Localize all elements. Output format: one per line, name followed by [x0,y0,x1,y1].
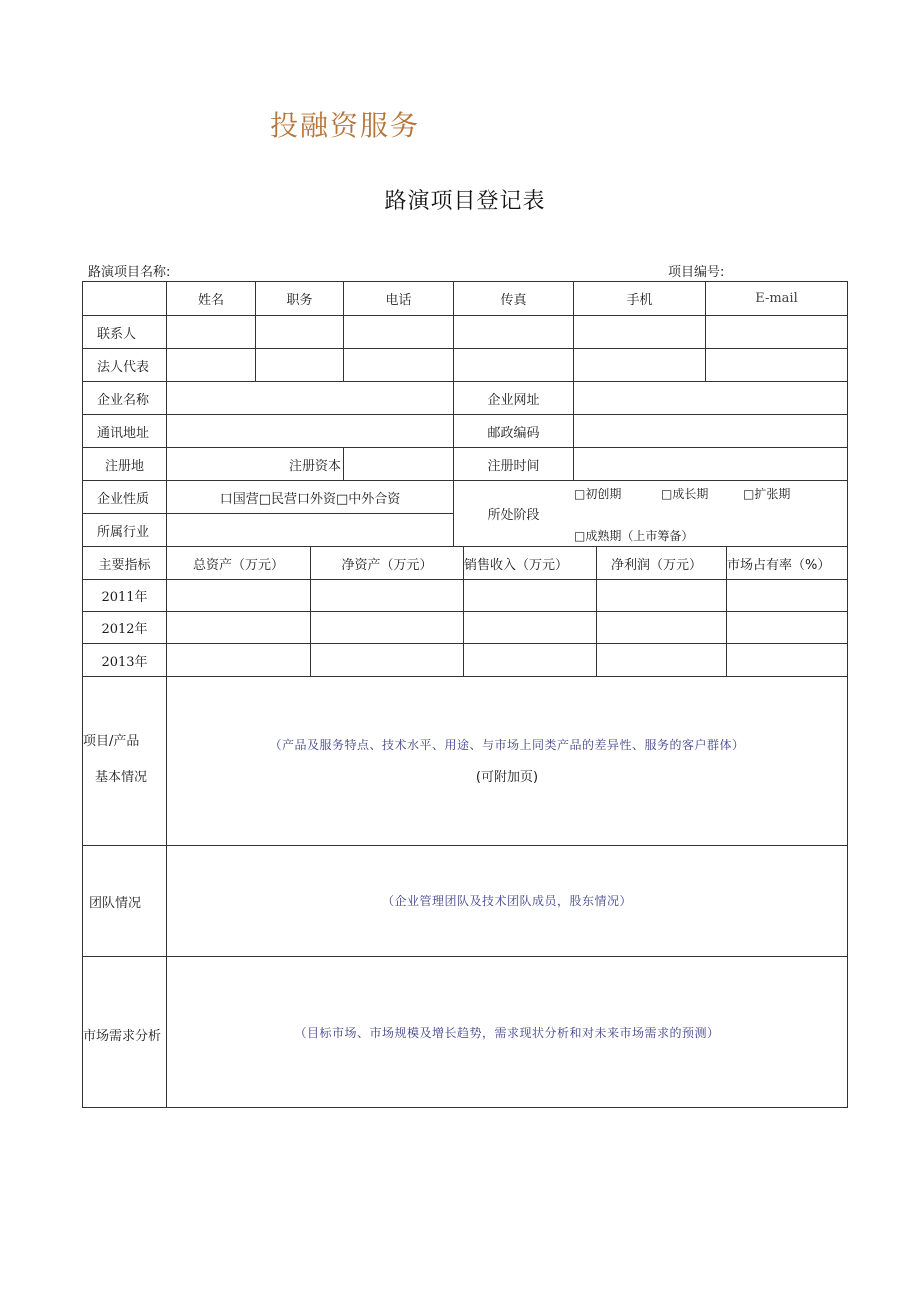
team-hint: （企业管理团队及技术团队成员，股东情况） [381,893,632,908]
label-company-website: 企业网址 [487,392,540,408]
stage-option-expansion[interactable]: □扩张期 [743,486,791,501]
label-reg-capital: 注册资本 [288,458,341,474]
indicator-net-profit: 净利润（万元） [610,557,702,573]
label-contact: 联系人 [97,326,137,342]
label-reg-time: 注册时间 [487,458,540,474]
label-market: 市场需求分析 [83,1028,162,1044]
market-hint: （目标市场、市场规模及增长趋势，需求现状分析和对未来市场需求的预测） [294,1025,720,1040]
indicator-market-share: 市场占有率（%） [727,557,831,573]
header-phone: 电话 [385,293,412,308]
indicator-net-assets: 净资产（万元） [341,557,433,573]
label-company-name: 企业名称 [97,392,150,408]
product-note: (可附加页) [475,769,539,785]
header-fax: 传真 [500,293,527,308]
year-2011: 2011年 [101,590,148,605]
stage-option-mature[interactable]: □成熟期（上市筹备） [574,528,694,543]
label-stage: 所处阶段 [487,508,540,523]
label-product-2: 基本情况 [94,769,147,785]
project-number-label: 项目编号: [668,265,725,280]
header-position: 职务 [286,293,313,308]
header-title: 投融资服务 [270,109,421,142]
product-hint: （产品及服务特点、技术水平、用途、与市场上同类产品的差异性、服务的客户群体） [269,737,745,752]
indicator-sales: 销售收入（万元） [464,557,569,573]
year-2012: 2012年 [101,622,148,637]
label-legal-rep: 法人代表 [97,359,150,375]
label-team: 团队情况 [88,895,141,911]
project-name-label: 路演项目名称: [88,265,171,280]
label-industry: 所属行业 [97,524,150,540]
stage-option-growth[interactable]: □成长期 [661,486,709,501]
label-address: 通讯地址 [97,425,150,441]
year-2013: 2013年 [101,654,148,670]
stage-option-startup[interactable]: □初创期 [574,486,622,501]
label-reg-place: 注册地 [104,458,144,474]
label-company-nature: 企业性质 [97,491,150,507]
company-nature-options[interactable]: 口国营□民营口外资□中外合资 [219,491,401,507]
document-title: 路演项目登记表 [384,189,546,214]
label-postal-code: 邮政编码 [487,425,540,441]
header-name: 姓名 [197,293,224,308]
label-product-1: 项目/产品 [83,733,140,749]
label-indicators: 主要指标 [98,557,151,573]
header-email: E-mail [755,291,798,306]
header-mobile: 手机 [626,293,653,308]
indicator-total-assets: 总资产（万元） [192,557,284,573]
